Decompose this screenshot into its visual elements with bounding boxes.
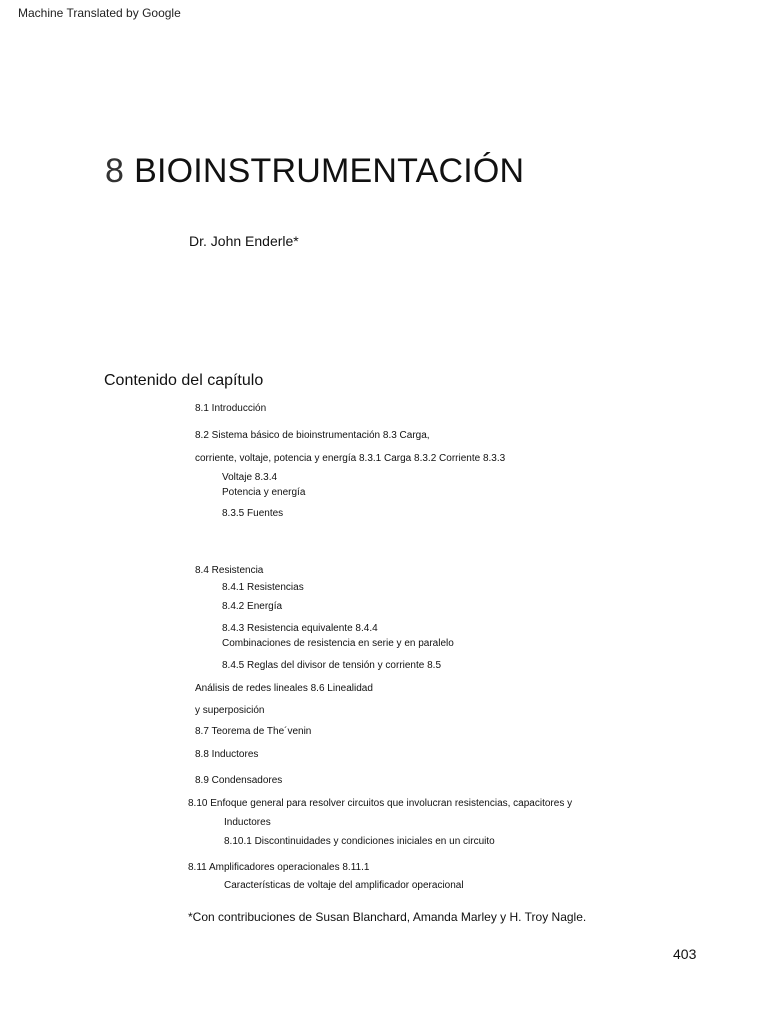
- toc-line: Características de voltaje del amplificador operacional: [224, 880, 464, 891]
- toc-line: 8.10.1 Discontinuidades y condiciones iniciales en un circuito: [224, 836, 495, 847]
- toc-line: Voltaje 8.3.4: [222, 472, 278, 483]
- toc-line: y superposición: [195, 705, 265, 716]
- toc-line: 8.9 Condensadores: [195, 775, 283, 786]
- contents-heading: Contenido del capítulo: [104, 372, 264, 389]
- toc-line: 8.4.2 Energía: [222, 601, 283, 612]
- chapter-number: 8: [105, 152, 125, 190]
- footnote: *Con contribuciones de Susan Blanchard, Amanda Marley y H. Troy Nagle.: [188, 910, 587, 924]
- toc-line: Análisis de redes lineales 8.6 Linealidad: [195, 683, 373, 694]
- machine-translation-banner: Machine Translated by Google: [18, 6, 181, 20]
- author-name: Dr. John Enderle*: [189, 233, 299, 249]
- toc-line: 8.7 Teorema de The´venin: [195, 726, 312, 737]
- toc-line: 8.1 Introducción: [195, 403, 267, 414]
- chapter-title: [105, 152, 524, 191]
- toc-line: Potencia y energía: [222, 487, 306, 498]
- chapter-title-text: BIOINSTRUMENTACIÓN: [134, 152, 525, 190]
- toc-line: 8.3.5 Fuentes: [222, 508, 284, 519]
- toc-line: 8.8 Inductores: [195, 749, 259, 760]
- toc-line: 8.4 Resistencia: [195, 565, 264, 576]
- toc-line: 8.2 Sistema básico de bioinstrumentación 8.3 Carga,: [195, 430, 430, 441]
- page-number: 403: [673, 946, 697, 962]
- toc-line: 8.4.5 Reglas del divisor de tensión y corriente 8.5: [222, 660, 442, 671]
- toc-line: Combinaciones de resistencia en serie y en paralelo: [222, 638, 454, 649]
- toc-line: corriente, voltaje, potencia y energía 8.3.1 Carga 8.3.2 Corriente 8.3.3: [195, 453, 506, 464]
- toc-line: 8.10 Enfoque general para resolver circuitos que involucran resistencias, capacitores y: [188, 798, 573, 809]
- toc-line: 8.4.3 Resistencia equivalente 8.4.4: [222, 623, 378, 634]
- toc-line: 8.11 Amplificadores operacionales 8.11.1: [188, 862, 370, 873]
- toc-line: 8.4.1 Resistencias: [222, 582, 304, 593]
- toc-line: Inductores: [224, 817, 271, 828]
